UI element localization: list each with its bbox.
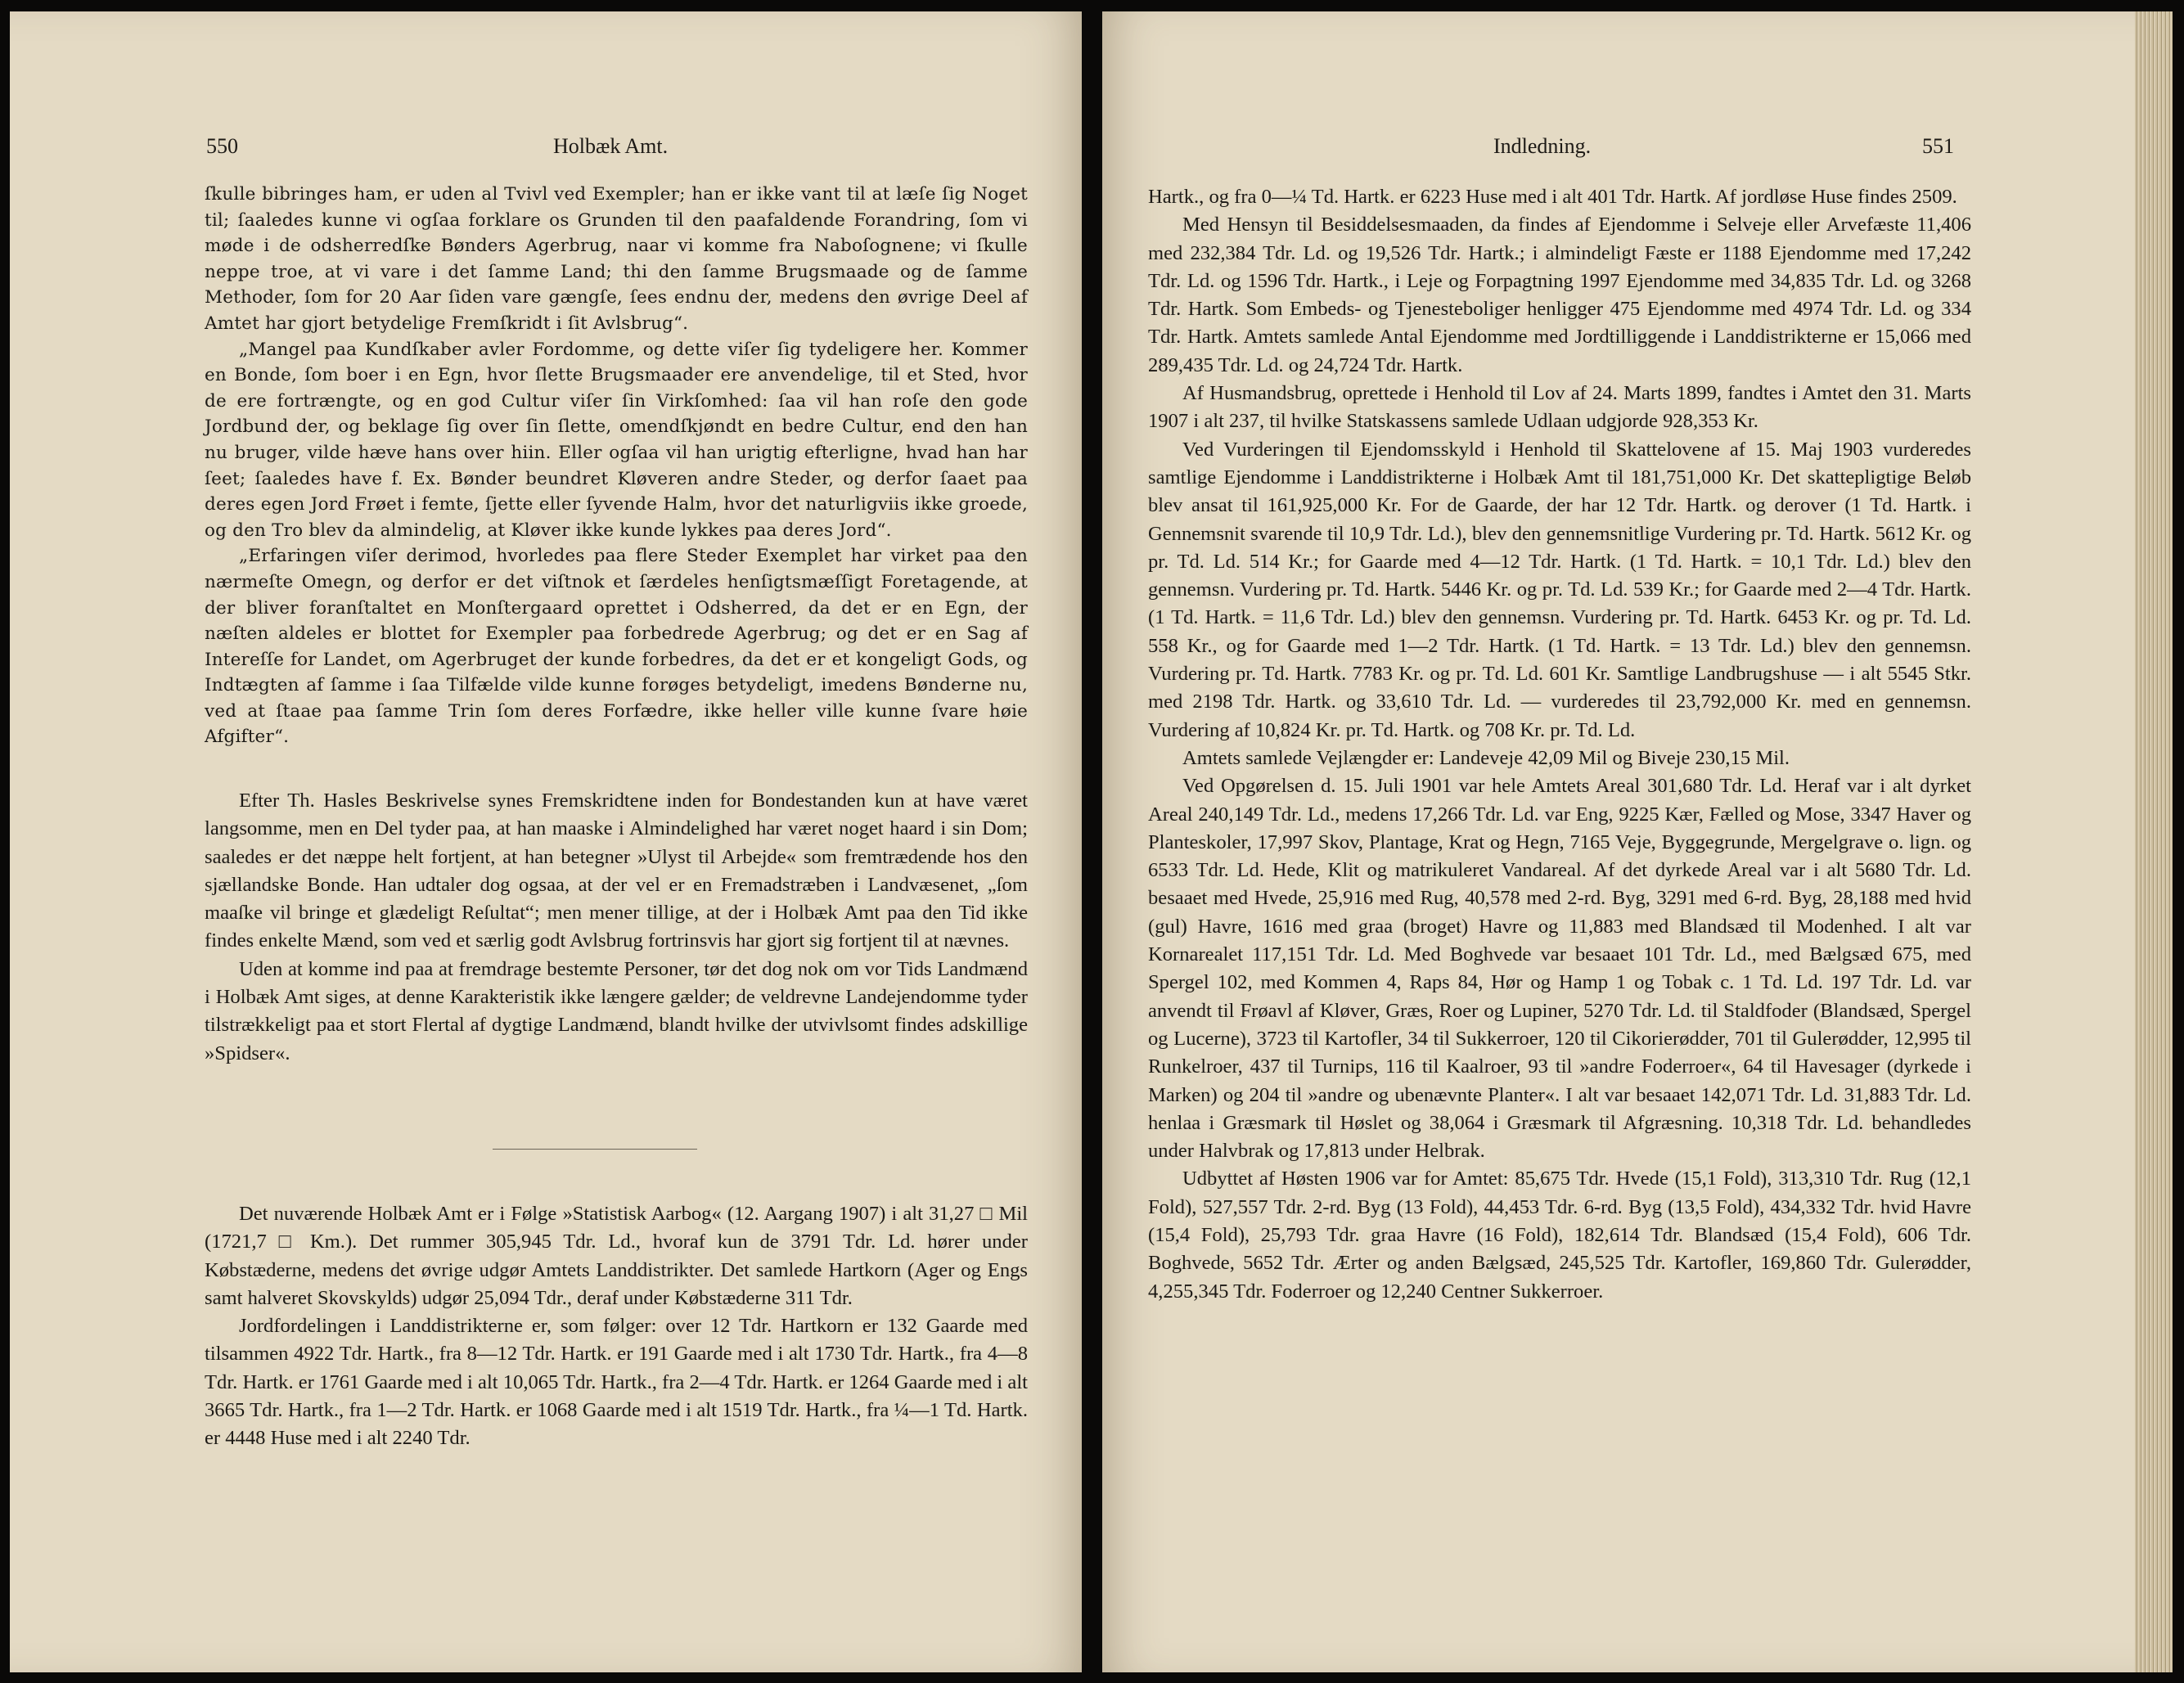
body-paragraph: Efter Th. Hasles Beskrivelse synes Fremskridtene inden for Bondestanden kun at have været langsomme, men en Del tyder paa, at han maaske i Almindelighed har været noget haard i sin Dom; saaledes er det næppe helt fortjent, at han betegner »Ulyst til Arbejde« som fremtrædende hos den sjællandske Bonde. Han udtaler dog ogsaa, at der vel er en Fremadstræben i Landvæsenet, „ſom maaſke vil bringe et glædeligt Reſultat“; men mener tillige, at der i Holbæk Amt paa den Tid ikke findes enkelte Mænd, som ved et særlig godt Avlsbrug fortrinsvis har gjort sig fortjent til at nævnes. <box>205 790 1028 952</box>
running-head: Indledning. <box>1493 134 1592 158</box>
page-edge <box>2135 11 2173 1672</box>
body-paragraph: Ved Vurderingen til Ejendomsskyld i Henhold til Skattelovene af 15. Maj 1903 vurderedes samtlige Ejendomme i Landdistrikterne i Holbæk Amt til 181,751,000 Kr. Det skattepligtige Beløb blev ansat til 161,925,000 Kr. For de Gaarde, der har 12 Tdr. Hartk. og derover (1 Td. Hartk. i Gennemsnit svarende til 10,9 Tdr. Ld.), blev den gennemsnitlige Vurdering pr. Td. Hartk. 5612 Kr. og pr. Td. Ld. 514 Kr.; for Gaarde med 4—12 Tdr. Hartk. (1 Td. Hartk. = 10,1 Tdr. Ld.) blev den gennemsn. Vurdering pr. Td. Hartk. 5446 Kr. og pr. Td. Ld. 539 Kr.; for Gaarde med 2—4 Tdr. Hartk. (1 Td. Hartk. = 11,6 Tdr. Ld.) blev den gennemsn. Vurdering pr. Td. Hartk. 6453 Kr. og pr. Td. Ld. 558 Kr., og for Gaarde med 1—2 Tdr. Hartk. (1 Td. Hartk. = 13 Tdr. Ld.) blev den gennemsn. Vurdering pr. Td. Hartk. 7783 Kr. og pr. Td. Ld. 601 Kr. Samtlige Landbrugshuse — i alt 5545 Stkr. med 2198 Tdr. Hartk. og 33,610 Tdr. Ld. — vurderedes til 23,792,000 Kr. med en gennemsn. Vurdering af 10,824 Kr. pr. Td. Hartk. og 708 Kr. pr. Td. Ld. <box>1148 438 1971 741</box>
right-page <box>1102 11 2173 1672</box>
body-text-lower <box>205 1200 1028 1453</box>
body-paragraph: Amtets samlede Vejlængder er: Landeveje 42,09 Mil og Biveje 230,15 Mil. <box>1182 746 1790 769</box>
running-head: Holbæk Amt. <box>553 134 669 158</box>
body-paragraph: Ved Opgørelsen d. 15. Juli 1901 var hele Amtets Areal 301,680 Tdr. Ld. Heraf var i alt dyrket Areal 240,149 Tdr. Ld., medens 17,266 Tdr. Ld. var Eng, 9225 Kær, Fælled og Mose, 3347 Haver og Planteskoler, 17,997 Skov, Plantage, Krat og Hegn, 7165 Veje, Byggegrunde, Mergelgrave o. lign. og 6533 Tdr. Ld. Hede, Klit og matrikuleret Vandareal. Af det dyrkede Areal var i alt 5680 Tdr. Ld. besaaet med Hvede, 25,916 med Rug, 40,578 med 2-rd. Byg, 3291 med 6-rd. Byg, 28,188 med hvid (gul) Havre, 1616 med graa (broget) Havre og 11,883 med Blandsæd til Modenhed. I alt var Kornarealet 117,151 Tdr. Ld. Med Boghvede var besaaet 101 Tdr. Ld., med Bælgsæd 675, med Spergel 102, med Kommen 4, Raps 84, Hør og Hamp 1 og Tobak c. 1 Td. Ld. 197 Tdr. Ld. var anvendt til Frøavl af Kløver, Græs, Roer og Lupiner, 5270 Tdr. Ld. til Staldfoder (Blandsæd, Spergel og Lucerne), 3723 til Kartofler, 34 til Sukkerroer, 120 til Cikorierødder, 701 til Gulerødder, 12,995 til Runkelroer, 437 til Turnips, 116 til Kaalroer, 93 til »andre Foderroer«, 64 til Havesager (dyrkede i Marken) og 204 til »andre og ubenævnte Planter«. I alt var besaaet 142,071 Tdr. Ld. 31,883 Tdr. Ld. henlaa i Græsmark til Høslet og 38,064 i Græsmark til Afgræsning. 10,318 Tdr. Ld. behandledes under Halvbrak og 17,813 under Helbrak. <box>1148 775 1971 1163</box>
body-paragraph: Det nuværende Holbæk Amt er i Følge »Statistisk Aarbog« (12. Aargang 1907) i alt 31,27 □ Mil (1721,7 □ Km.). Det rummer 305,945 Tdr. Ld., hvoraf kun de 3791 Tdr. Ld. hører under Købstæderne, medens det øvrige udgør Amtets Landdistrikter. Det samlede Hartkorn (Ager og Engs samt halveret Skovskylds) udgør 25,094 Tdr., deraf under Købstæderne 311 Tdr. <box>205 1203 1028 1309</box>
body-paragraph: Med Hensyn til Besiddelsesmaaden, da findes af Ejendomme i Selveje eller Arvefæste 11,406 med 232,384 Tdr. Ld. og 19,526 Tdr. Hartk.; i almindeligt Fæste er 1188 Ejendomme med 17,242 Tdr. Ld. og 1596 Tdr. Hartk., i Leje og Forpagtning 1997 Ejendomme med 34,835 Tdr. Ld. og 3268 Tdr. Hartk. Som Embeds- og Tjenesteboliger henligger 475 Ejendomme med 4974 Tdr. Ld. og 334 Tdr. Hartk. Amtets samlede Antal Ejendomme med Jordtilliggende i Landdistrikterne er 15,066 med 289,435 Tdr. Ld. og 24,724 Tdr. Hartk. <box>1148 214 1971 376</box>
quote-paragraph: „Erfaringen viſer derimod, hvorledes paa flere Steder Exemplet har virket paa den nærmeſte Omegn, og derfor er det viſtnok et ſærdeles henſigtsmæſſigt Foretagende, at der bliver foranſtaltet en Monſtergaard oprettet i Odsherred, da det er en Egn, der næſten aldeles er blottet for Exempler paa forbedrede Agerbrug; og det er en Sag af Intereſſe for Landet, om Agerbruget der kunde forbedres, da det er et kongeligt Gods, og Indtægten af ſamme i ſaa Tilfælde vilde kunne forøges betydeligt, imedens Bønderne nu, ved at ſtaae paa ſamme Trin ſom deres Forfædre, ikke heller ville kunne ſvare høie Afgifter“. <box>205 546 1028 748</box>
body-paragraph: Udbyttet af Høsten 1906 var for Amtet: 85,675 Tdr. Hvede (15,1 Fold), 313,310 Tdr. Rug (12,1 Fold), 527,557 Tdr. 2-rd. Byg (13 Fold), 44,453 Tdr. 6-rd. Byg (13,5 Fold), 434,332 Tdr. hvid Havre (15,4 Fold), 25,793 Tdr. graa Havre (16 Fold), 182,614 Tdr. Blandsæd (15,4 Fold), 606 Tdr. Boghvede, 5652 Tdr. Ærter og anden Bælgsæd, 245,525 Tdr. Kartofler, 169,860 Tdr. Gulerødder, 4,255,345 Tdr. Foderroer og 12,240 Centner Sukkerroer. <box>1148 1168 1971 1303</box>
body-paragraph: Hartk., og fra 0—¼ Td. Hartk. er 6223 Huse med i alt 401 Tdr. Hartk. Af jordløse Huse findes 2509. <box>1148 186 1957 208</box>
quote-paragraph: „Mangel paa Kundſkaber avler Fordomme, og dette viſer ſig tydeligere her. Kommer en Bonde, ſom boer i en Egn, hvor ſlette Brugsmaader ere anvendelige, til et Sted, hvor de ere fortrængte, og en god Cultur viſer ſin Virkſomhed: ſaa vil han roſe den gode Jordbund der, og beklage ſig over ſin ſlette, omendſkjøndt en bedre Cultur, end den han nu bruger, vilde hæve hans over hiin. Eller ogſaa vil han urigtig efterligne, hvad han har ſeet; ſaaledes have f. Ex. Bønder beundret Kløveren andre Steder, og derfor ſaaet paa deres egen Jord Frøet i femte, ſjette eller ſyvende Halm, hvor det naturligviis ikke groede, og den Tro blev da almindelig, at Kløver ikke kunde lykkes paa deres Jord“. <box>205 339 1028 541</box>
body-paragraph: Uden at komme ind paa at fremdrage bestemte Personer, tør det dog nok om vor Tids Landmænd i Holbæk Amt siges, at denne Karakteristik ikke længere gælder; de veldrevne Landejendomme tyder tilstrækkeligt paa et stort Flertal af dygtige Landmænd, blandt hvilke der utvivlsomt findes adskillige »Spidser«. <box>205 957 1028 1064</box>
body-paragraph: Jordfordelingen i Landdistrikterne er, som følger: over 12 Tdr. Hartkorn er 132 Gaarde med tilsammen 4922 Tdr. Hartk., fra 8—12 Tdr. Hartk. er 191 Gaarde med i alt 1730 Tdr. Hartk., fra 4—8 Tdr. Hartk. er 1761 Gaarde med i alt 10,065 Tdr. Hartk., fra 2—4 Tdr. Hartk. er 1264 Gaarde med i alt 3665 Tdr. Hartk., fra 1—2 Tdr. Hartk. er 1068 Gaarde med i alt 1519 Tdr. Hartk., fra ¼—1 Td. Hartk. er 4448 Huse med i alt 2240 Tdr. <box>205 1315 1028 1450</box>
body-paragraph: Af Husmandsbrug, oprettede i Henhold til Lov af 24. Marts 1899, fandtes i Amtet den 31. Marts 1907 i alt 237, til hvilke Statskassens samlede Udlaan udgjorde 928,353 Kr. <box>1148 382 1971 433</box>
page-number: 551 <box>1922 134 1954 158</box>
left-page <box>10 11 1082 1672</box>
fraktur-quote <box>205 182 1028 750</box>
body-text-upper <box>205 787 1028 1068</box>
right-body-text <box>1148 183 1971 1306</box>
page-number: 550 <box>206 134 238 158</box>
section-divider <box>493 1149 697 1150</box>
quote-paragraph: ſkulle bibringes ham, er uden al Tvivl ved Exempler; han er ikke vant til at læſe ſig Noget til; ſaaledes kunne vi ogſaa forklare os Grunden til den paafaldende Forandring, ſom vi møde i de odsherredſke Bønders Agerbrug, naar vi komme fra Naboſognene; vi ſkulle neppe troe, at vi vare i det ſamme Land; thi den ſamme Brugsmaade og de ſamme Methoder, ſom for 20 Aar ſiden vare gængſe, ſees endnu der, medens den øvrige Deel af Amtet har gjort betydelige Fremſkridt i ſit Avlsbrug“. <box>205 184 1028 334</box>
